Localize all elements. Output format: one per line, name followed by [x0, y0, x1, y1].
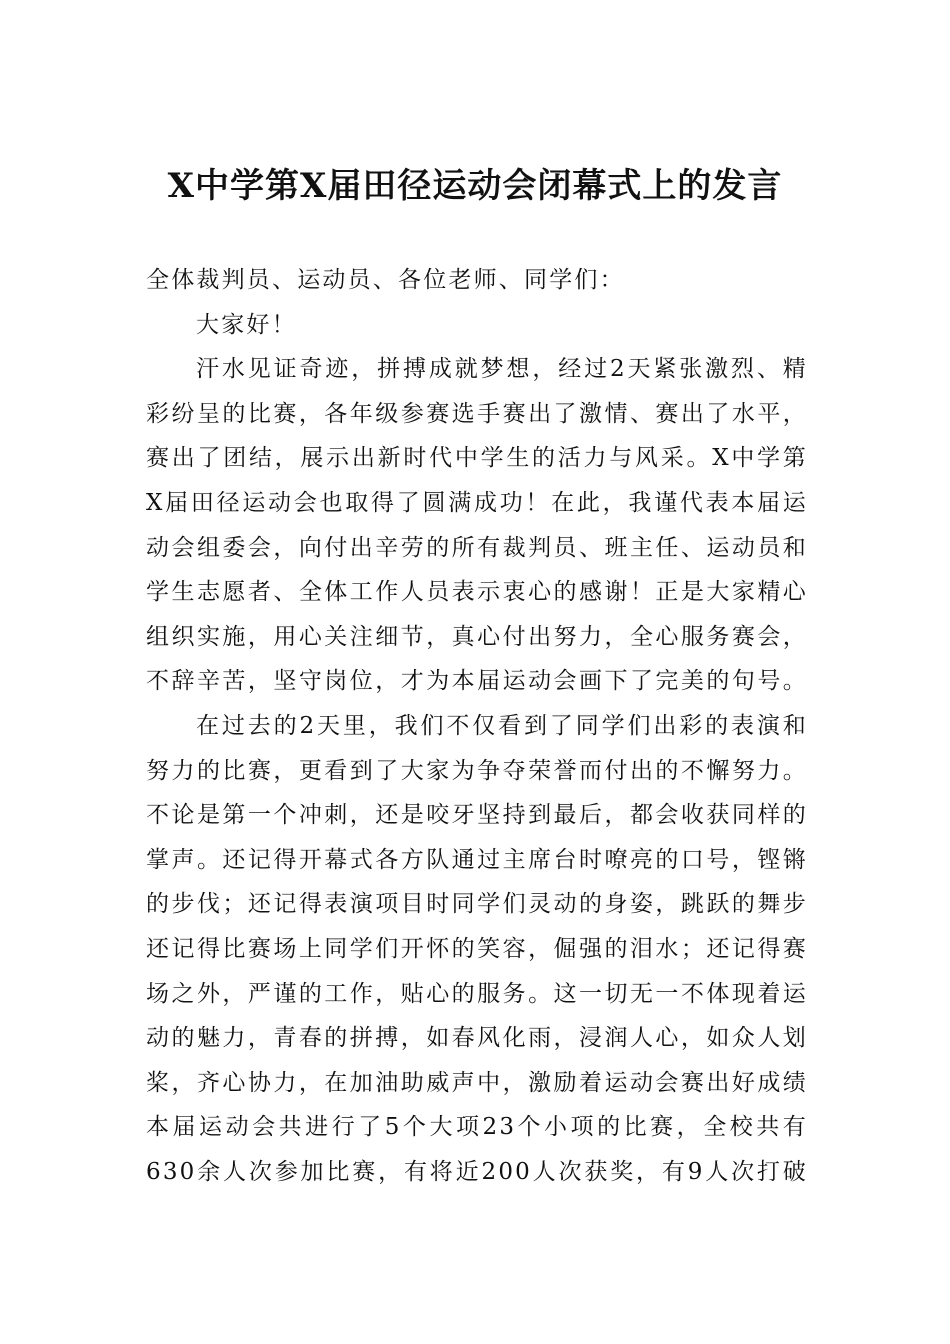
paragraph-1-line: X届田径运动会也取得了圆满成功！在此，我谨代表本届运	[146, 489, 808, 516]
paragraph-1-line: 汗水见证奇迹，拼搏成就梦想，经过2天紧张激烈、精	[196, 356, 808, 383]
paragraph-2-line: 630余人次参加比赛，有将近200人次获奖，有9人次打破	[146, 1158, 808, 1185]
paragraph-2-line: 动的魅力，青春的拼搏，如春风化雨，浸润人心，如众人划	[146, 1025, 808, 1052]
paragraph-1-line: 组织实施，用心关注细节，真心付出努力，全心服务赛会，	[146, 623, 808, 650]
paragraph-2-line: 本届运动会共进行了5个大项23个小项的比赛，全校共有	[146, 1114, 808, 1141]
paragraph-1-line: 彩纷呈的比赛，各年级参赛选手赛出了激情、赛出了水平，	[146, 400, 808, 427]
document-title: X中学第X届田径运动会闭幕式上的发言	[167, 166, 783, 206]
salutation-line: 全体裁判员、运动员、各位老师、同学们：	[146, 267, 625, 293]
paragraph-2-line: 还记得比赛场上同学们开怀的笑容，倔强的泪水；还记得赛	[146, 935, 808, 962]
paragraph-1-line: 不辞辛苦，坚守岗位，才为本届运动会画下了完美的句号。	[146, 668, 808, 695]
paragraph-2-line: 的步伐；还记得表演项目时同学们灵动的身姿，跳跃的舞步	[146, 891, 808, 918]
paragraph-2-line: 在过去的2天里，我们不仅看到了同学们出彩的表演和	[196, 712, 808, 739]
paragraph-2-line: 掌声。还记得开幕式各方队通过主席台时嘹亮的口号，铿锵	[146, 846, 808, 873]
greeting-line: 大家好！	[196, 311, 297, 338]
paragraph-2-line: 场之外，严谨的工作，贴心的服务。这一切无一不体现着运	[146, 980, 808, 1007]
paragraph-2-line: 不论是第一个冲刺，还是咬牙坚持到最后，都会收获同样的	[146, 802, 808, 829]
paragraph-1-line: 学生志愿者、全体工作人员表示衷心的感谢！正是大家精心	[146, 579, 808, 606]
paragraph-1-line: 动会组委会，向付出辛劳的所有裁判员、班主任、运动员和	[146, 534, 808, 561]
paragraph-1-line: 赛出了团结，展示出新时代中学生的活力与风采。X中学第	[146, 445, 808, 472]
document-body	[146, 258, 808, 1194]
paragraph-2-line: 桨，齐心协力，在加油助威声中，激励着运动会赛出好成绩	[146, 1069, 808, 1096]
paragraph-2-line: 努力的比赛，更看到了大家为争夺荣誉而付出的不懈努力。	[146, 757, 808, 784]
